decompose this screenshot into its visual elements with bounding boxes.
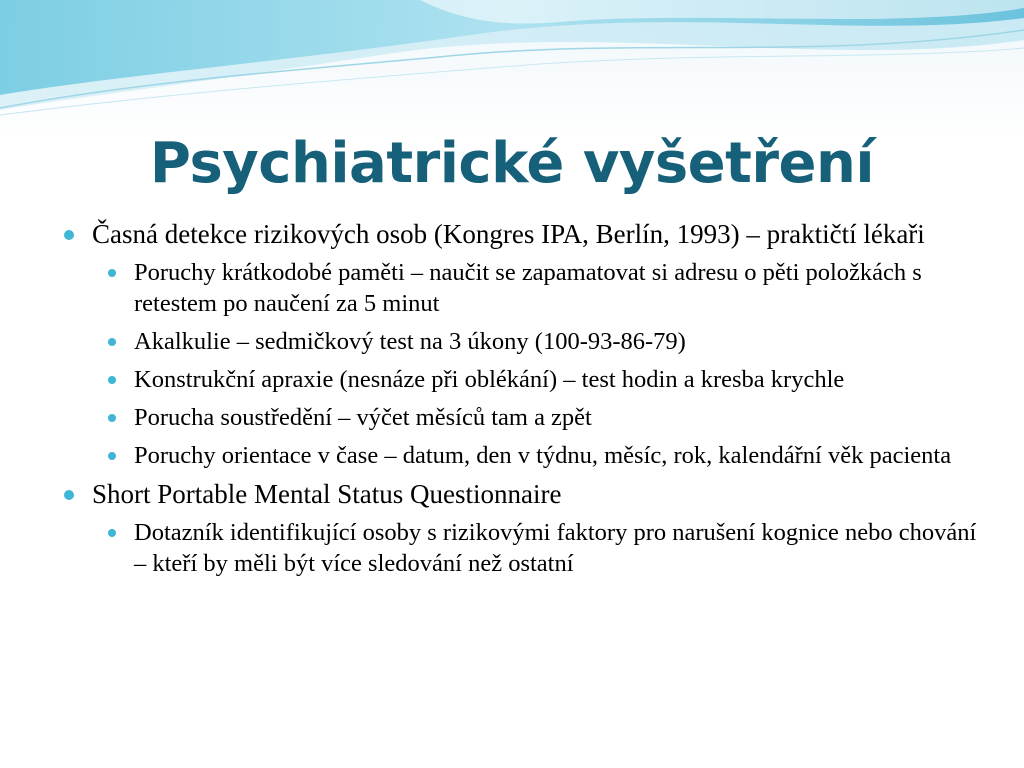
bullet-item bbox=[60, 478, 980, 511]
sub-list-wrapper bbox=[60, 257, 980, 471]
slide-content bbox=[60, 218, 980, 586]
sub-bullet-item bbox=[92, 402, 980, 433]
sub-bullet-list bbox=[60, 257, 980, 471]
bullet-dot-icon bbox=[64, 230, 74, 240]
bullet-dot-icon bbox=[108, 376, 116, 384]
sub-bullet-list bbox=[60, 517, 980, 579]
bullet-dot-icon bbox=[108, 529, 116, 537]
bullet-dot-icon bbox=[108, 414, 116, 422]
sub-bullet-text: Dotazník identifikující osoby s rizikovými faktory pro narušení kognice nebo chování – kteří by měli být více sledování než ostatní bbox=[134, 519, 977, 577]
sub-bullet-text: Porucha soustředění – výčet měsíců tam a zpět bbox=[134, 404, 592, 431]
sub-bullet-text: Konstrukční apraxie (nesnáze při oblékání) – test hodin a kresba krychle bbox=[134, 366, 845, 393]
bullet-dot-icon bbox=[64, 490, 74, 500]
sub-bullet-item bbox=[92, 517, 980, 579]
bullet-text: Short Portable Mental Status Questionnaire bbox=[92, 479, 562, 509]
header-wave-decoration bbox=[0, 0, 1024, 130]
sub-bullet-item bbox=[92, 440, 980, 471]
bullet-dot-icon bbox=[108, 452, 116, 460]
sub-bullet-item bbox=[92, 326, 980, 357]
sub-list-wrapper bbox=[60, 517, 980, 579]
bullet-text: Časná detekce rizikových osob (Kongres IPA, Berlín, 1993) – praktičtí lékaři bbox=[92, 219, 925, 249]
bullet-dot-icon bbox=[108, 338, 116, 346]
bullet-item bbox=[60, 218, 980, 251]
bullet-dot-icon bbox=[108, 269, 116, 277]
sub-bullet-item bbox=[92, 257, 980, 319]
sub-bullet-item bbox=[92, 364, 980, 395]
sub-bullet-text: Akalkulie – sedmičkový test na 3 úkony (100-93-86-79) bbox=[134, 328, 686, 355]
slide-title: Psychiatrické vyšetření bbox=[149, 131, 875, 196]
bullet-list bbox=[60, 218, 980, 579]
sub-bullet-text: Poruchy krátkodobé paměti – naučit se zapamatovat si adresu o pěti položkách s retestem po naučení za 5 minut bbox=[134, 259, 922, 317]
sub-bullet-text: Poruchy orientace v čase – datum, den v týdnu, měsíc, rok, kalendářní věk pacienta bbox=[134, 442, 952, 469]
